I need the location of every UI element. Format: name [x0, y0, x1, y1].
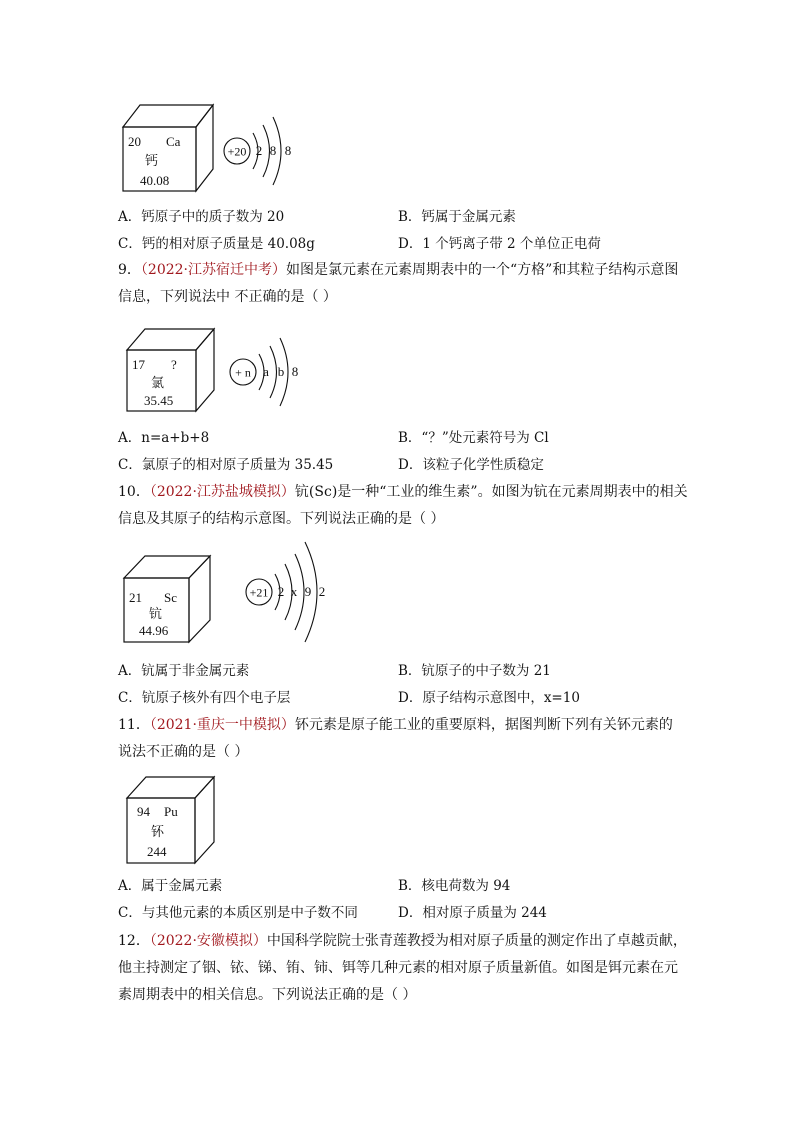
q12-stem-line3: 素周期表中的相关信息。下列说法正确的是（ ） [118, 987, 417, 1003]
plutonium-element-figure [122, 772, 222, 868]
q12-stem-line1 [118, 932, 687, 950]
q11-option-a: A．属于金属元素 [118, 878, 223, 894]
scandium-atomic-number: 21 [129, 590, 142, 605]
q8-option-c: C．钙的相对原子质量是 40.08g [118, 236, 315, 252]
q9-stem-line1 [118, 261, 678, 279]
q9-stem-line2: 信息，下列说法中 不正确的是（ ） [118, 289, 337, 305]
plutonium-tile [127, 777, 214, 863]
chlorine-element-figure [122, 325, 312, 415]
q11-stem-line2: 说法不正确的是（ ） [118, 744, 249, 760]
q8-option-d: D．1 个钙离子带 2 个单位正电荷 [398, 236, 601, 252]
q11-option-c: C．与其他元素的本质区别是中子数不同 [118, 905, 358, 921]
calcium-shell-3: 8 [284, 143, 292, 158]
q11-text1: 钚元素是原子能工业的重要原料，据图判断下列有关钚元素的 [294, 717, 673, 733]
q10-number: 10． [118, 484, 150, 500]
calcium-name: 钙 [145, 153, 159, 168]
q9-option-a: A．n=a+b+8 [118, 430, 210, 446]
scandium-element-figure [118, 536, 338, 648]
chlorine-nucleus-charge: + n [235, 365, 251, 380]
q11-stem-line1 [118, 716, 673, 734]
calcium-nucleus-charge: +20 [227, 144, 247, 159]
q10-text1: 钪(Sc)是一种“工业的维生素”。如图为钪在元素周期表中的相关 [294, 484, 688, 500]
chlorine-atom-diagram [230, 338, 298, 406]
q12-source: （2022·安徽模拟） [149, 933, 267, 949]
q10-option-c: C．钪原子核外有四个电子层 [118, 690, 291, 706]
scandium-name: 钪 [149, 606, 163, 621]
q10-option-d: D．原子结构示意图中，x=10 [398, 690, 580, 706]
plutonium-name: 钚 [151, 824, 165, 839]
q10-stem-line2: 信息及其原子的结构示意图。下列说法正确的是（ ） [118, 511, 445, 527]
q11-option-d: D．相对原子质量为 244 [398, 905, 547, 921]
q8-option-b: B．钙属于金属元素 [398, 209, 516, 225]
calcium-atom-diagram [224, 117, 291, 185]
chlorine-symbol: ? [171, 357, 177, 372]
chlorine-shell-2: b [277, 364, 285, 379]
scandium-shell-2: x [290, 584, 298, 599]
chlorine-shell-1: a [263, 364, 269, 379]
scandium-mass: 44.96 [139, 623, 169, 638]
q9-option-d: D．该粒子化学性质稳定 [398, 457, 544, 473]
scandium-atom-diagram [246, 542, 325, 642]
q10-option-b: B．钪原子的中子数为 21 [398, 663, 551, 679]
plutonium-atomic-number: 94 [137, 804, 150, 819]
calcium-symbol: Ca [166, 134, 181, 149]
q11-number: 11． [118, 717, 150, 733]
q9-source: （2022·江苏宿迁中考） [140, 262, 287, 278]
q10-source: （2022·江苏盐城模拟） [149, 484, 295, 500]
q9-option-b: B．“？”处元素符号为 Cl [398, 430, 549, 446]
plutonium-mass: 244 [147, 844, 167, 859]
q12-stem-line2: 他主持测定了铟、铱、锑、铕、铈、铒等几种元素的相对原子质量新值。如图是铒元素在元 [118, 960, 678, 976]
q9-number: 9． [118, 262, 141, 278]
calcium-shell-2: 8 [269, 143, 277, 158]
scandium-shell-3: 9 [304, 584, 312, 599]
q12-number: 12． [118, 933, 150, 949]
q11-source: （2021·重庆一中模拟） [149, 717, 295, 733]
scandium-shell-4: 2 [318, 584, 326, 599]
calcium-element-figure [118, 100, 308, 195]
q10-option-a: A．钪属于非金属元素 [118, 663, 250, 679]
q12-text1: 中国科学院院士张青莲教授为相对原子质量的测定作出了卓越贡献， [266, 933, 687, 949]
chlorine-atomic-number: 17 [132, 357, 145, 372]
q8-option-a: A．钙原子中的质子数为 20 [118, 209, 285, 225]
q11-option-b: B．核电荷数为 94 [398, 878, 511, 894]
plutonium-symbol: Pu [164, 804, 178, 819]
chlorine-mass: 35.45 [144, 393, 174, 408]
calcium-shell-1: 2 [255, 143, 263, 158]
q9-option-c: C．氯原子的相对原子质量为 35.45 [118, 457, 334, 473]
chlorine-name: 氯 [151, 375, 165, 390]
scandium-nucleus-charge: +21 [249, 585, 269, 600]
scandium-symbol: Sc [164, 590, 177, 605]
calcium-atomic-number: 20 [128, 134, 141, 149]
q9-text1: 如图是氯元素在元素周期表中的一个“方格”和其粒子结构示意图 [286, 262, 679, 278]
calcium-mass: 40.08 [140, 173, 170, 188]
q10-stem-line1 [118, 483, 688, 501]
scandium-shell-1: 2 [277, 584, 285, 599]
chlorine-shell-3: 8 [291, 364, 299, 379]
